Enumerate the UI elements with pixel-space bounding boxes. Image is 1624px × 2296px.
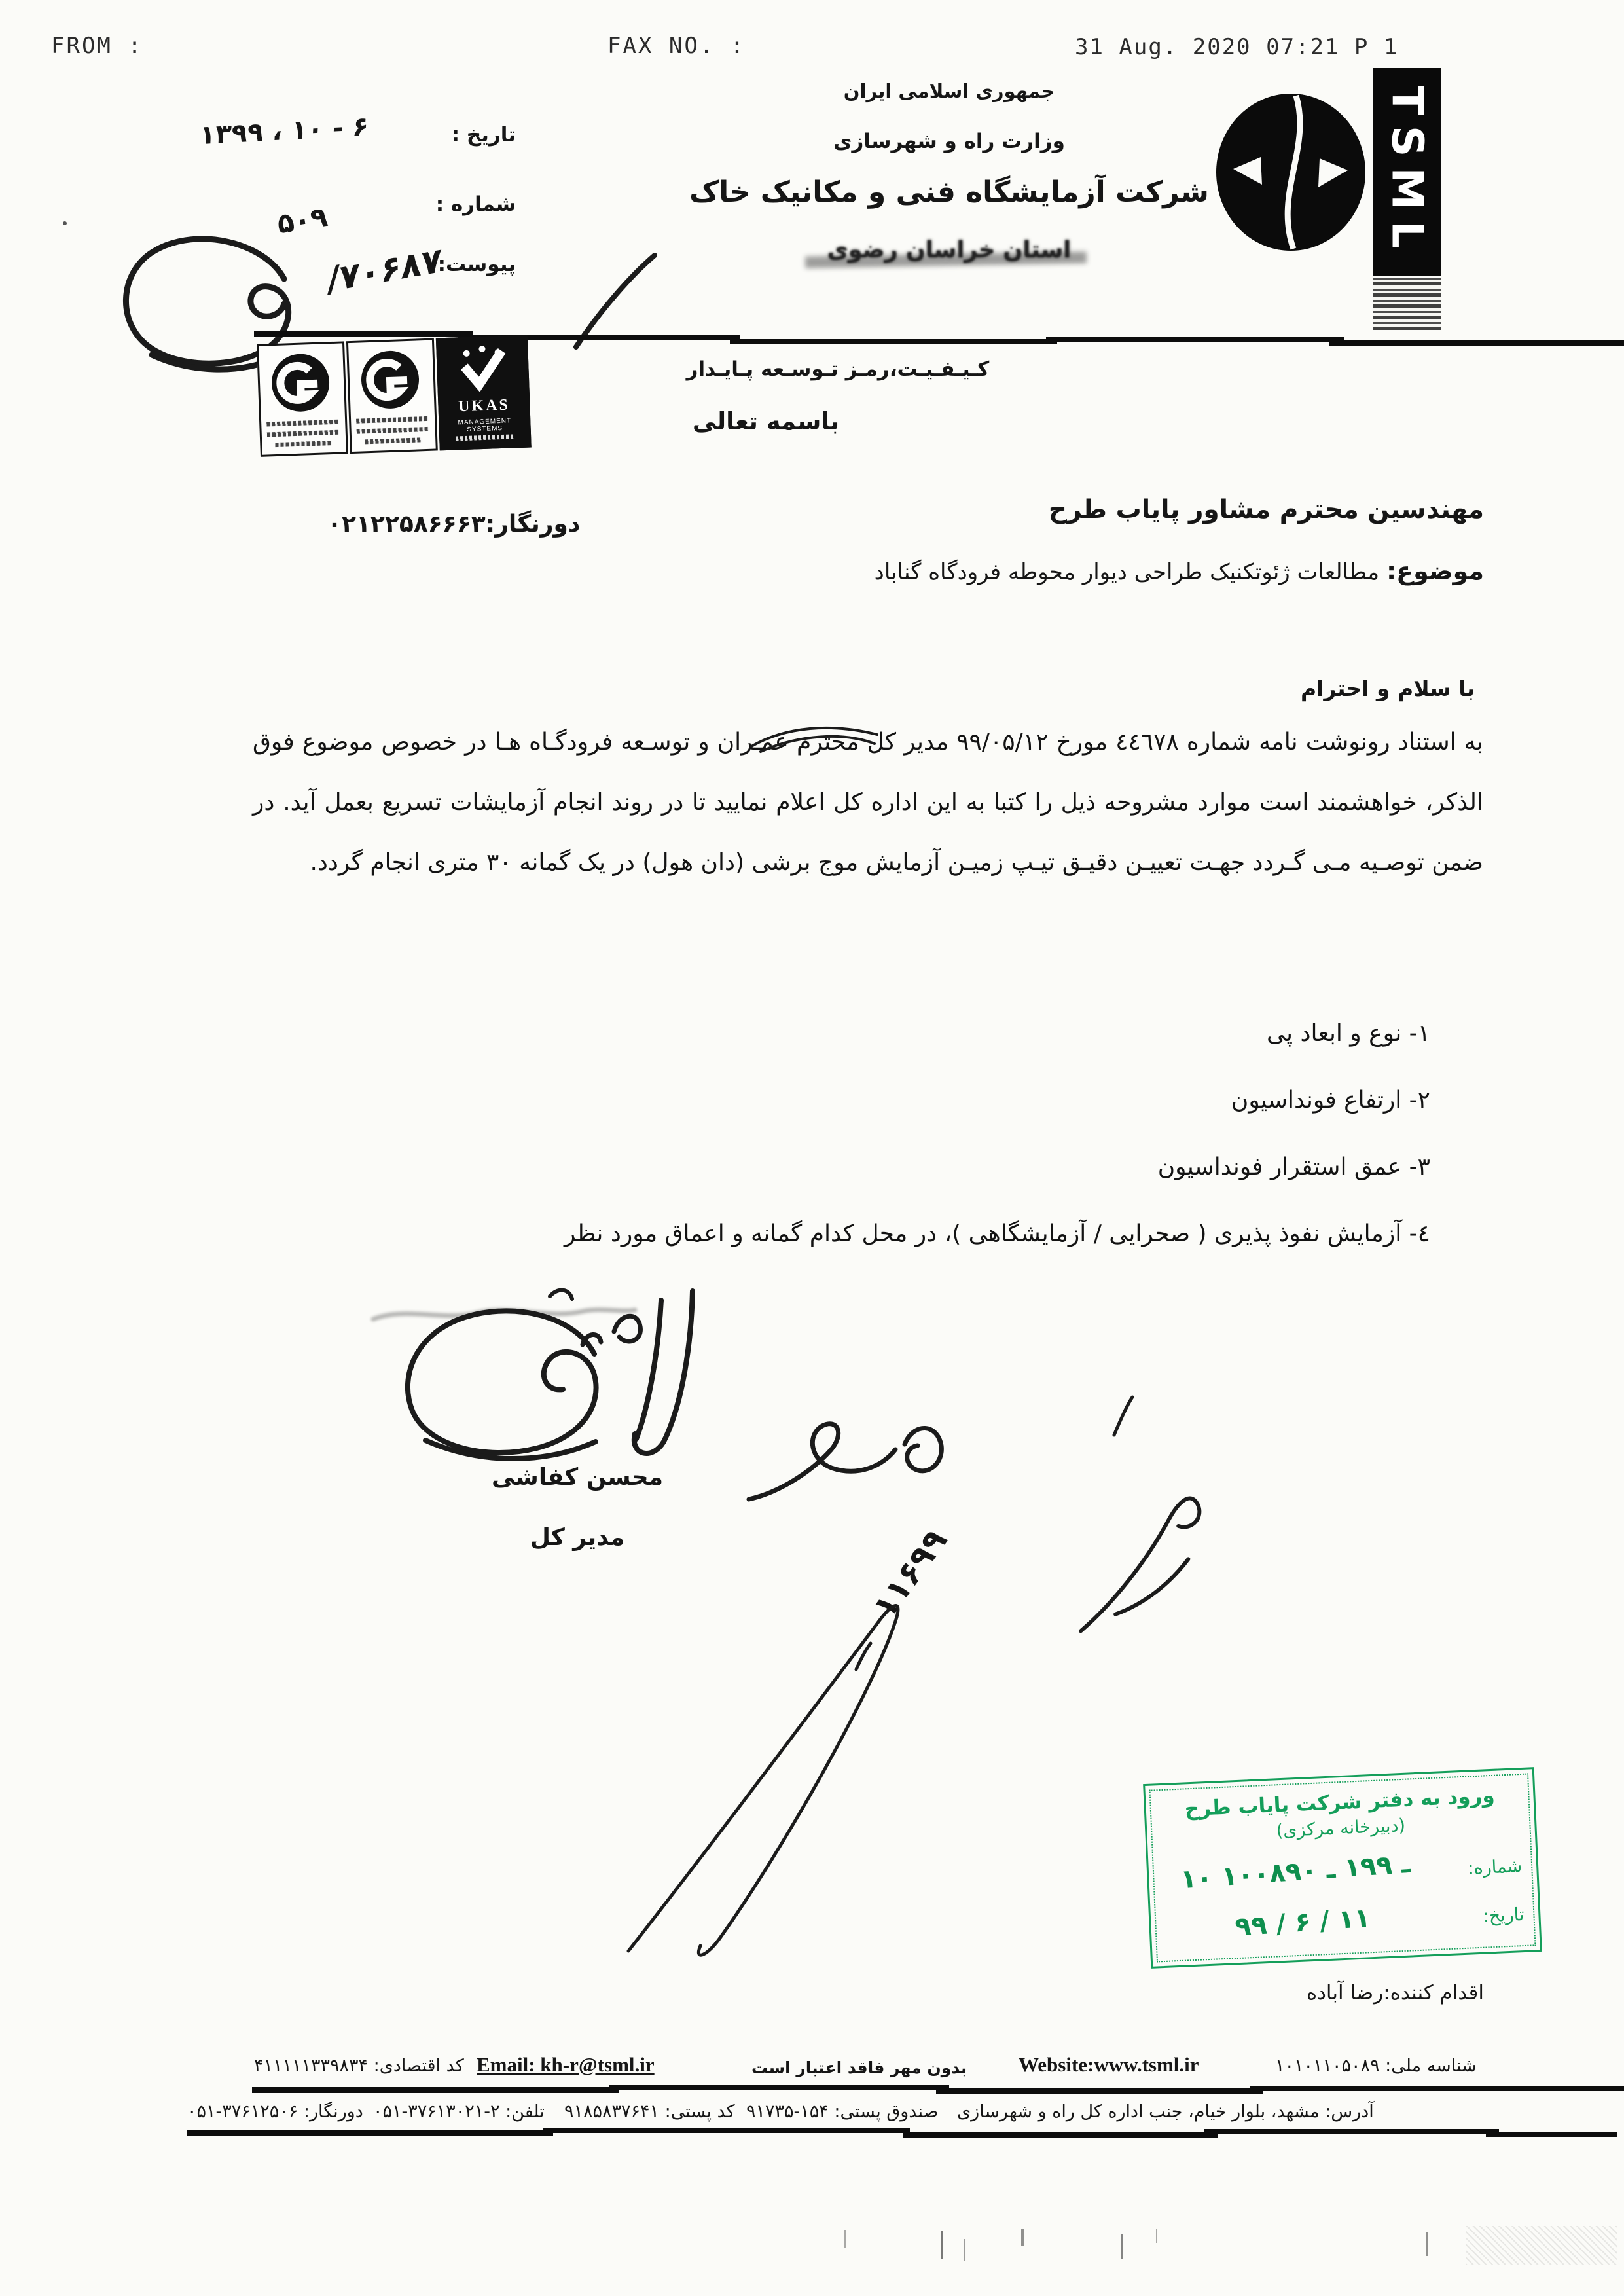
date-label: تاریخ :	[451, 123, 516, 147]
signer-title: مدیر کل	[530, 1524, 625, 1551]
cert-microtext	[357, 427, 429, 434]
footer-fax	[187, 2102, 363, 2122]
global-group-icon	[357, 347, 422, 412]
handwritten-tick	[1105, 1394, 1144, 1440]
global-group-icon	[268, 350, 333, 415]
ukas-title: UKAS	[458, 396, 511, 416]
subject-text: مطالعات ژئوتکنیک طراحی دیوار محوطه فرودگاه گناباد	[874, 559, 1380, 585]
secondary-scribble	[733, 1394, 956, 1539]
action-by-line: اقدام کننده:رضا آباده	[1306, 1981, 1484, 2005]
attachment-label: پیوست:	[437, 253, 516, 276]
footer-phone-value: ۰۵۱-۳۷۶۱۳۰۲۱-۲	[373, 2102, 500, 2122]
stamp-number-label: شماره:	[1467, 1856, 1523, 1879]
tsml-globe-icon	[1212, 90, 1369, 254]
footer-website: Website:www.tsml.ir	[1019, 2053, 1199, 2076]
fax-number-label: FAX NO. :	[607, 33, 746, 59]
footer-phone	[373, 2102, 545, 2122]
tsml-logo-bar	[1373, 68, 1441, 276]
subject-label: موضوع:	[1386, 556, 1484, 585]
letter-fax-number: ۰۲۱۲۲۵۸۶۶۶۳	[327, 511, 486, 538]
footer-national-id: شناسه ملی: ۱۰۱۰۱۱۰۵۰۸۹	[1275, 2056, 1477, 2076]
cert-microtext	[456, 434, 514, 441]
stamp-title: ورود به دفتر شرکت پایاب طرح	[1184, 1783, 1496, 1821]
global-group-cert-badge	[346, 338, 438, 454]
global-group-cert-badge	[257, 341, 348, 457]
ukas-subtitle: MANAGEMENT SYSTEMS	[458, 417, 512, 433]
ukas-check-icon	[456, 346, 509, 393]
body-line: در روند انجام آزمایشات تسریع بعمل آید. در ضمن توصـیه مـی گـردد جهـت تعییـن دقیـق تیـپ زمیـن	[253, 789, 1483, 876]
footer-postal-code-value: ۹۱۸۵۸۳۷۶۴۱	[564, 2102, 660, 2122]
signer-name: محسن کفاشی	[492, 1464, 663, 1491]
footer-fax-value: ۰۵۱-۳۷۶۱۲۵۰۶	[187, 2102, 298, 2122]
salutation: با سلام و احترام	[1300, 676, 1475, 701]
handwritten-flourish	[602, 1571, 929, 1964]
footer-po-box-label: صندوق پستی:	[834, 2102, 939, 2122]
cert-microtext	[267, 430, 339, 437]
list-item: ٣- عمق استقرار فونداسیون	[1157, 1154, 1430, 1180]
ukas-cert-badge	[436, 335, 532, 451]
tsml-logo-text: TSML	[1382, 85, 1433, 259]
stamp-subtitle: (دبیرخانه مرکزی)	[1276, 1815, 1406, 1842]
cert-microtext	[365, 437, 421, 444]
handwritten-check-stroke	[569, 249, 661, 367]
footer-postal-code	[564, 2102, 735, 2122]
footer-po-box-value: ۹۱۷۳۵-۱۵۴	[746, 2102, 829, 2122]
cert-microtext	[266, 420, 338, 427]
stamp-date-label: تاریخ:	[1482, 1904, 1525, 1927]
footer-address: آدرس: مشهد، بلوار خیام، جنب اداره کل راه و شهرسازی	[957, 2102, 1374, 2122]
scan-speck	[63, 221, 67, 225]
stamp-date-value: ۹۹ / ۶ / ۱۱	[1234, 1903, 1371, 1942]
handwritten-correction-scribble	[746, 712, 884, 758]
number-label: شماره :	[435, 192, 516, 216]
letterhead-company-name: شرکت آزمایشگاه فنی و مکانیک خاک	[689, 175, 1209, 209]
handwritten-date: ۱۳۹۹ ، ۱۰ - ۶	[198, 111, 370, 151]
receipt-stamp	[1143, 1767, 1542, 1969]
tsml-logo-mark	[1212, 90, 1369, 254]
footer-postal-code-label: کد پستی:	[664, 2102, 735, 2122]
footer-fax-label: دورنگار:	[303, 2102, 363, 2122]
body-line: در خصوص موضوع فوق الذکر، خواهشمند است موارد مشروحه ذیل را کتبا به این اداره کل اعلام نمایید تا	[253, 729, 1483, 816]
letterhead-province: استان خراسان رضوی	[827, 237, 1072, 263]
cert-microtext	[275, 441, 331, 447]
footer-phone-label: تلفن:	[505, 2102, 545, 2122]
letter-fax-line	[327, 511, 580, 538]
footer-economic-code: کد اقتصادی: ۴۱۱۱۱۱۳۳۹۸۳۴	[254, 2056, 464, 2076]
subject-line	[875, 556, 1484, 585]
list-item: ٤- آزمایش نفوذ پذیری ( صحرایی / آزمایشگاهی )، در محل کدام گمانه و اعماق مورد نظر	[564, 1220, 1430, 1247]
fax-timestamp: 31 Aug. 2020 07:21 P 1	[1075, 34, 1399, 60]
body-line: به استناد رونوشت نامه شماره ٤٤٦٧٨ مورخ ۹۹/۰۵/۱۲ مدیر کل محترم عمـران و توسـعه فرودگـاه هـا	[494, 729, 1484, 756]
stamp-number-value: ۱۰ ـ ۱۹۹ ـ ۱۰۰۸۹۰	[1180, 1848, 1412, 1895]
list-item: ٢- ارتفاع فونداسیون	[1231, 1087, 1430, 1114]
handwritten-number-small: ۵۰۹	[275, 200, 330, 240]
footer-po-box	[746, 2102, 939, 2122]
letterhead-ministry: وزارت راه و شهرسازی	[833, 130, 1065, 153]
footer-validity-note: بدون مهر فاقد اعتبار است	[751, 2058, 967, 2077]
fax-from-label: FROM :	[51, 33, 143, 59]
scan-noise-under-logo	[1373, 278, 1441, 330]
request-list	[317, 1000, 1430, 1267]
handwritten-number: /۷۰۶۸۷	[327, 240, 442, 301]
letterhead-country: جمهوری اسلامی ایران	[843, 80, 1055, 102]
handwritten-note-number: ۱۱۶۹۹	[865, 1522, 955, 1626]
body-line: آزمایش موج برشی (دان هول) در یک گمانه ۳۰ متری انجام گردد.	[310, 849, 941, 876]
quality-slogan: کـیـفـیـت،رمـز تـوسـعه پـایـدار	[686, 357, 990, 381]
recipient-line: مهندسین محترم مشاور پایاب طرح	[1048, 495, 1484, 524]
letter-fax-label: دورنگار:	[485, 511, 581, 538]
list-item: ١- نوع و ابعاد پی	[1266, 1020, 1430, 1047]
handwritten-initials	[1035, 1443, 1270, 1667]
invocation-text: باسمه تعالی	[692, 407, 840, 435]
cert-microtext	[356, 416, 428, 424]
footer-email: Email: kh-r@tsml.ir	[477, 2053, 655, 2076]
